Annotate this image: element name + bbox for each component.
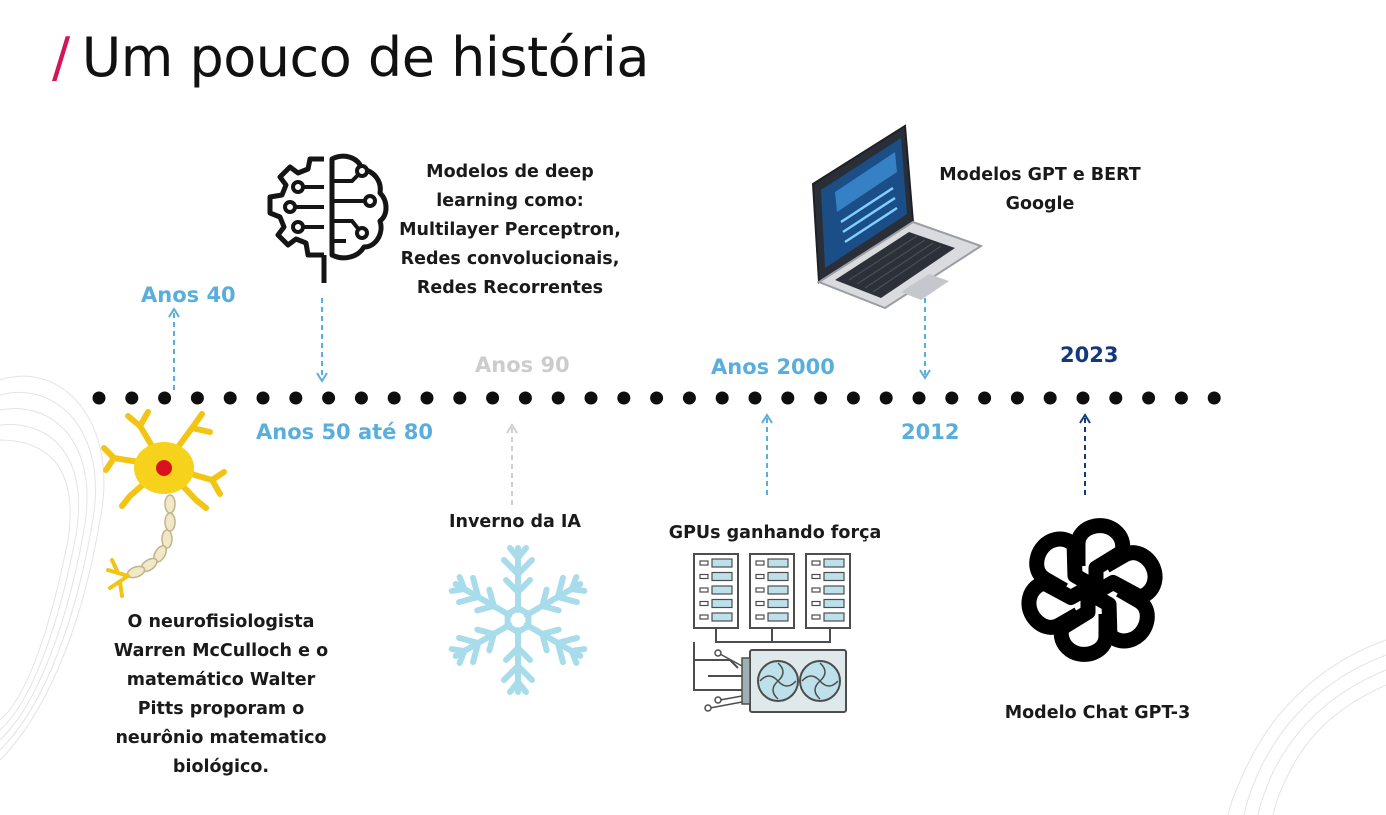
timeline-dot — [978, 392, 991, 405]
caption-anos90 — [420, 508, 610, 537]
snowflake-arm — [504, 548, 532, 610]
caption-text: GPUs ganhando força — [668, 523, 882, 543]
server-gpu-icon — [690, 550, 860, 720]
timeline-dot — [1175, 392, 1188, 405]
server-led — [812, 575, 820, 579]
timeline-dot — [749, 392, 762, 405]
server-slot — [768, 613, 788, 621]
timeline-dot — [257, 392, 270, 405]
desc-line: Modelos GPT e BERT — [939, 165, 1141, 185]
server-led — [812, 602, 820, 606]
server-led — [700, 561, 708, 565]
snowflake-icon — [440, 542, 596, 698]
timeline-dot — [1142, 392, 1155, 405]
server-led — [756, 561, 764, 565]
page-title-text: Um pouco de história — [81, 26, 649, 89]
timeline-dot — [1109, 392, 1122, 405]
caption-text: Modelo Chat GPT-3 — [1004, 703, 1191, 723]
timeline-dot — [224, 392, 237, 405]
timeline-dot — [453, 392, 466, 405]
server-slot — [768, 586, 788, 594]
timeline-dot — [355, 392, 368, 405]
timeline-dot — [158, 392, 171, 405]
timeline-dots — [93, 392, 1221, 405]
timeline-dot — [486, 392, 499, 405]
timeline-dot — [781, 392, 794, 405]
desc-line: Multilayer Perceptron, — [399, 220, 621, 240]
caption-anos2000 — [655, 519, 895, 548]
timeline-dot — [716, 392, 729, 405]
timeline-dot — [191, 392, 204, 405]
openai-logo-icon — [1012, 510, 1172, 670]
desc-line: Redes convolucionais, — [400, 249, 620, 269]
server-led — [756, 588, 764, 592]
server-led — [700, 602, 708, 606]
desc-line: learning como: — [436, 191, 584, 211]
desc-line: biológico. — [172, 757, 270, 777]
date-2023: 2023 — [1060, 343, 1119, 367]
timeline-dot — [421, 392, 434, 405]
timeline-dot — [945, 392, 958, 405]
timeline-dot — [650, 392, 663, 405]
desc-line: neurônio matematico — [115, 728, 327, 748]
server-slot — [824, 559, 844, 567]
desc-line: Google — [1005, 194, 1075, 214]
desc-line: Modelos de deep — [426, 162, 594, 182]
server-led — [756, 615, 764, 619]
caption-2023 — [990, 699, 1205, 728]
timeline-dot — [585, 392, 598, 405]
desc-anos50-80 — [390, 158, 630, 303]
desc-line: matemático Walter — [126, 670, 316, 690]
timeline-dot — [913, 392, 926, 405]
server-led — [812, 588, 820, 592]
title-slash: / — [52, 26, 70, 89]
server-slot — [768, 573, 788, 581]
timeline-dot — [880, 392, 893, 405]
server-slot — [712, 600, 732, 608]
date-anos50-80: Anos 50 até 80 — [256, 420, 433, 444]
server-slot — [824, 600, 844, 608]
server-slot — [768, 559, 788, 567]
timeline-dot — [1208, 392, 1221, 405]
timeline-dot — [322, 392, 335, 405]
server-slot — [712, 613, 732, 621]
timeline-dot — [617, 392, 630, 405]
timeline-dot — [1011, 392, 1024, 405]
timeline-dot — [552, 392, 565, 405]
timeline-dot — [847, 392, 860, 405]
server-led — [812, 615, 820, 619]
server-slot — [712, 559, 732, 567]
date-2012: 2012 — [901, 420, 960, 444]
desc-line: Pitts proporam o — [137, 699, 305, 719]
timeline-dot — [289, 392, 302, 405]
server-slot — [712, 586, 732, 594]
server-led — [700, 575, 708, 579]
server-led — [756, 602, 764, 606]
desc-anos40 — [96, 608, 346, 782]
neuron-icon — [100, 408, 230, 603]
timeline-dot — [814, 392, 827, 405]
server-led — [812, 561, 820, 565]
desc-line: O neurofisiologista — [127, 612, 315, 632]
brain-circuit-icon — [262, 151, 392, 293]
server-led — [700, 615, 708, 619]
server-slot — [824, 573, 844, 581]
server-slot — [824, 586, 844, 594]
timeline-dot — [1044, 392, 1057, 405]
caption-text: Inverno da IA — [449, 512, 581, 532]
laptop-icon — [805, 122, 985, 314]
timeline-dot — [388, 392, 401, 405]
desc-line: Redes Recorrentes — [416, 278, 604, 298]
desc-line: Warren McCulloch e o — [113, 641, 329, 661]
timeline-dot — [93, 392, 106, 405]
server-slot — [824, 613, 844, 621]
date-anos90: Anos 90 — [475, 353, 570, 377]
timeline-dot — [1077, 392, 1090, 405]
snowflake-arm — [504, 630, 532, 692]
server-led — [700, 588, 708, 592]
date-anos40: Anos 40 — [141, 283, 236, 307]
date-anos2000: Anos 2000 — [711, 355, 835, 379]
timeline-dot — [683, 392, 696, 405]
server-slot — [712, 573, 732, 581]
timeline-dot — [519, 392, 532, 405]
timeline-dot — [125, 392, 138, 405]
server-led — [756, 575, 764, 579]
server-slot — [768, 600, 788, 608]
